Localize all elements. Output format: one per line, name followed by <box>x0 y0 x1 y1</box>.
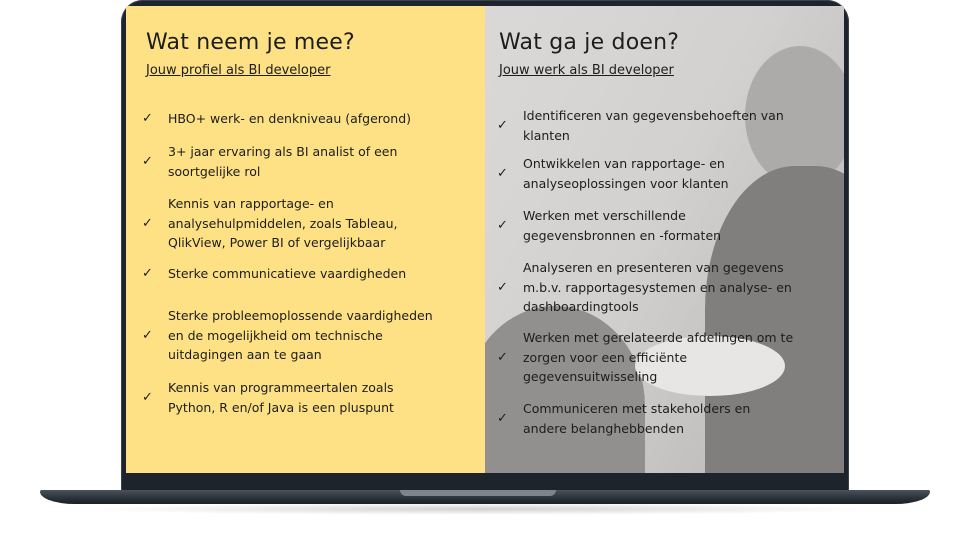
list-item-text: Identificeren van gegevensbehoeften van klanten <box>523 108 784 143</box>
check-icon: ✓ <box>142 111 153 127</box>
check-icon: ✓ <box>497 279 508 295</box>
list-item-text: Werken met gerelateerde afdelingen om te zorgen voor een efficiënte gegevensuitwisseling <box>523 330 794 384</box>
check-icon: ✓ <box>497 166 508 181</box>
list-item <box>497 106 827 145</box>
list-item <box>497 328 827 387</box>
profile-title: Wat neem je mee? <box>146 30 355 55</box>
list-item-text: Werken met verschillende gegevensbronnen en -formaten <box>523 208 722 243</box>
work-panel <box>485 6 844 473</box>
list-item <box>142 142 472 181</box>
check-icon: ✓ <box>142 215 153 231</box>
profile-panel <box>126 6 485 473</box>
list-item <box>142 378 472 417</box>
check-icon: ✓ <box>497 218 508 233</box>
list-item <box>497 206 827 245</box>
profile-subtitle: Jouw profiel als BI developer <box>146 63 331 78</box>
list-item-text: Sterke communicatieve vaardigheden <box>168 266 407 281</box>
list-item <box>497 399 827 438</box>
list-item <box>142 306 472 365</box>
list-item <box>142 194 472 253</box>
check-icon: ✓ <box>142 266 153 282</box>
profile-list <box>126 6 485 473</box>
list-item <box>497 154 827 193</box>
check-icon: ✓ <box>497 118 508 133</box>
check-icon: ✓ <box>142 327 153 343</box>
list-item-text: Analyseren en presenteren van gegevens m.b.v. rapportagesystemen en analyse- en dashboardingtools <box>523 260 792 314</box>
laptop-shadow <box>80 503 880 515</box>
check-icon: ✓ <box>142 390 153 405</box>
check-icon: ✓ <box>497 411 508 426</box>
list-item-text: Ontwikkelen van rapportage- en analyseoplossingen voor klanten <box>523 156 729 191</box>
list-item-text: Sterke probleemoplossende vaardigheden en de mogelijkheid om technische uitdagingen aan te gaan <box>168 308 433 362</box>
work-subtitle: Jouw werk als BI developer <box>499 63 674 78</box>
check-icon: ✓ <box>142 154 153 169</box>
list-item-text: Communiceren met stakeholders en andere belanghebbenden <box>523 401 751 436</box>
list-item-text: Kennis van rapportage- en analysehulpmiddelen, zoals Tableau, QlikView, Power BI of vergelijkbaar <box>168 196 398 250</box>
check-icon: ✓ <box>497 349 508 365</box>
laptop-hinge-notch <box>400 490 556 496</box>
list-item <box>142 109 472 129</box>
list-item <box>142 264 472 284</box>
work-title: Wat ga je doen? <box>499 30 680 55</box>
list-item-text: Kennis van programmeertalen zoals Python, R en/of Java is een pluspunt <box>168 380 394 415</box>
list-item-text: 3+ jaar ervaring als BI analist of een soortgelijke rol <box>168 144 398 179</box>
laptop-screen <box>126 6 844 473</box>
work-list <box>485 6 844 473</box>
list-item-text: HBO+ werk- en denkniveau (afgerond) <box>168 111 412 126</box>
list-item <box>497 258 827 317</box>
